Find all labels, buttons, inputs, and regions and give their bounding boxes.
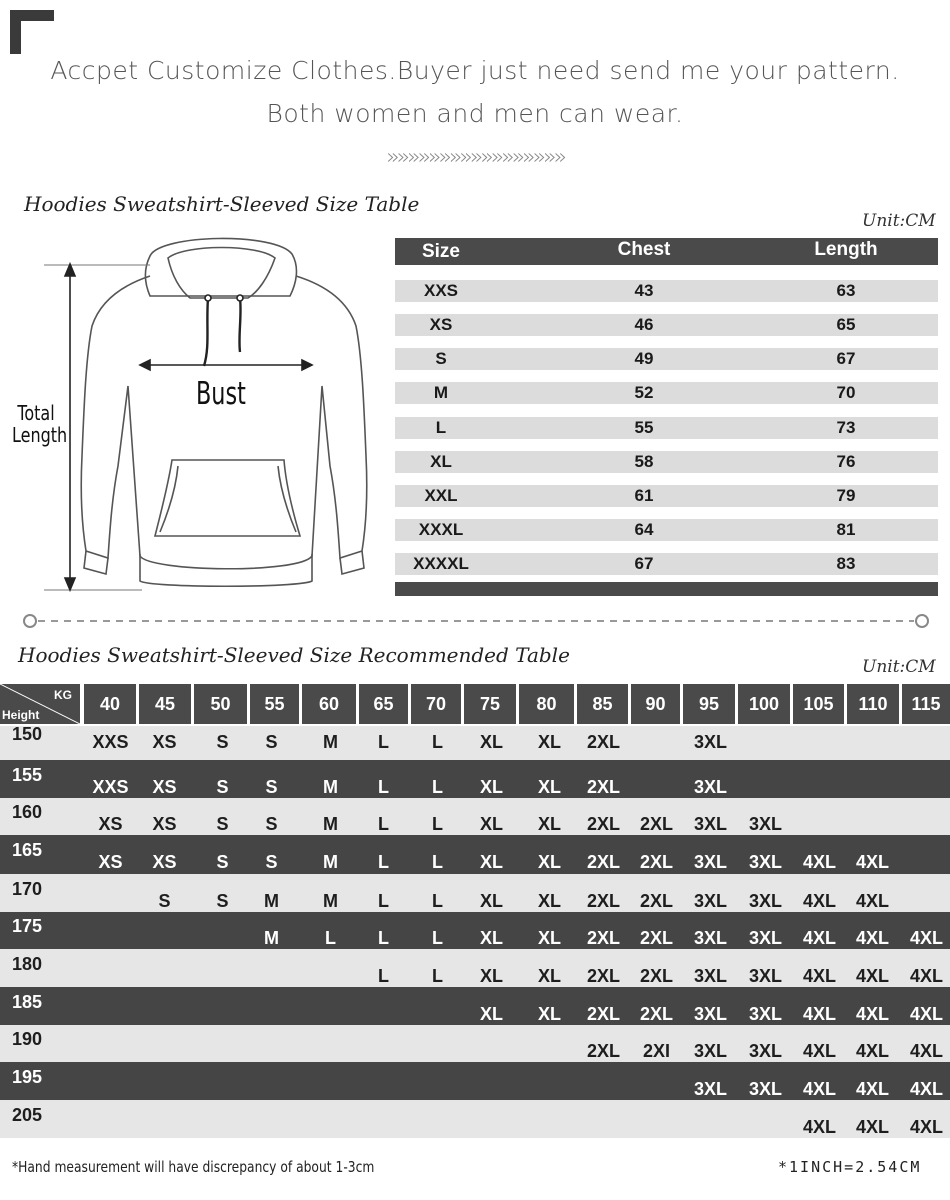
size-recommendation-cell: XL — [537, 891, 561, 911]
size-table-header — [395, 238, 938, 265]
chest-cell: 49 — [634, 349, 654, 368]
size-recommendation-cell: 4XL — [909, 1117, 943, 1137]
bust-arrow-left-head — [140, 360, 150, 370]
size-table-row — [395, 314, 938, 336]
size-recommendation-cell: 2XL — [586, 732, 620, 752]
size-recommendation-cell: XXS — [92, 732, 129, 752]
weight-header: 70 — [411, 684, 461, 724]
size-recommendation-cell: 3XL — [693, 732, 727, 752]
size-recommendation-cell: S — [265, 732, 278, 752]
recommend-row — [0, 1100, 950, 1138]
recommend-header-row — [0, 684, 950, 724]
size-recommendation-cell: 4XL — [802, 966, 836, 986]
size-table-title: Hoodies Sweatshirt-Sleeved Size Table — [24, 192, 420, 216]
size-recommendation-cell: XS — [152, 732, 177, 752]
weight-header: 115 — [902, 684, 950, 724]
size-recommendation-cell: 4XL — [802, 1041, 836, 1061]
size-recommendation-cell: L — [378, 777, 389, 797]
size-recommendation-cell: 3XL — [748, 966, 782, 986]
height-cell: 155 — [12, 765, 43, 785]
weight-header: 90 — [631, 684, 680, 724]
size-recommendation-cell: 2XL — [639, 966, 673, 986]
hood-inner — [168, 248, 275, 299]
col-chest-header: Chest — [617, 239, 671, 260]
height-cell: 190 — [12, 1029, 43, 1049]
size-cell: XXXL — [418, 520, 464, 539]
size-cell: L — [435, 418, 447, 437]
size-recommendation-cell: 2XL — [586, 966, 620, 986]
recommend-row — [0, 760, 950, 798]
corner-kg-label: KG — [54, 688, 72, 702]
height-cell: 160 — [12, 802, 43, 822]
size-recommendation-cell: XL — [479, 852, 503, 872]
recommend-row — [0, 835, 950, 874]
size-recommendation-cell: 2XL — [639, 852, 673, 872]
recommend-row — [0, 874, 950, 912]
size-recommendation-cell: 3XL — [748, 928, 782, 948]
weight-header: 100 — [738, 684, 790, 724]
size-recommendation-cell: M — [323, 814, 338, 834]
height-cell: 185 — [12, 992, 43, 1012]
size-recommendation-cell: 3XL — [748, 1004, 782, 1024]
size-recommendation-cell: 4XL — [855, 1004, 889, 1024]
total-label: Total — [17, 401, 55, 425]
weight-header: 110 — [847, 684, 899, 724]
chest-cell: 55 — [634, 418, 654, 437]
section-divider — [22, 613, 930, 629]
size-recommendation-cell: 3XL — [693, 1004, 727, 1024]
size-recommendation-cell: 4XL — [909, 1079, 943, 1099]
size-recommendation-cell: L — [378, 814, 389, 834]
size-cell: S — [435, 349, 447, 368]
size-recommendation-cell: XL — [537, 814, 561, 834]
size-recommendation-cell: 4XL — [855, 891, 889, 911]
weight-header: 75 — [464, 684, 516, 724]
length-cell: 83 — [836, 554, 856, 573]
size-recommendation-cell: S — [216, 777, 229, 797]
size-recommendation-cell: L — [432, 966, 443, 986]
chest-cell: 58 — [634, 452, 654, 471]
size-recommendation-cell: S — [216, 891, 229, 911]
size-recommendation-cell: XL — [537, 732, 561, 752]
size-recommendation-cell: 4XL — [802, 891, 836, 911]
size-recommendation-cell: 4XL — [909, 928, 943, 948]
size-recommendation-cell: L — [432, 891, 443, 911]
height-cell: 165 — [12, 840, 43, 860]
size-table-row — [395, 519, 938, 541]
length-cell: 70 — [836, 383, 856, 402]
body-outline — [81, 276, 367, 569]
weight-header: 60 — [302, 684, 356, 724]
corner-height-label: Height — [2, 708, 40, 722]
size-recommendation-cell: 3XL — [748, 852, 782, 872]
size-recommendation-cell: XS — [152, 814, 177, 834]
size-recommendation-cell: L — [432, 814, 443, 834]
size-recommendation-cell: S — [158, 891, 171, 911]
size-recommendation-cell: L — [432, 732, 443, 752]
chest-cell: 67 — [634, 554, 654, 573]
height-cell: 175 — [12, 916, 43, 936]
size-recommendation-cell: 3XL — [693, 1079, 727, 1099]
inch-conversion: *1INCH=2.54CM — [778, 1158, 922, 1176]
chest-cell: 46 — [634, 315, 654, 334]
size-recommendation-cell: XS — [98, 852, 123, 872]
size-table-row — [395, 485, 938, 507]
decorative-arrows: »»»»»»»»»»»»»»»»» — [386, 145, 564, 170]
weight-header: 45 — [139, 684, 191, 724]
size-recommendation-cell: 2XL — [586, 1004, 620, 1024]
weight-header: 65 — [359, 684, 408, 724]
size-recommendation-cell: XL — [479, 1004, 503, 1024]
size-cell: M — [433, 383, 449, 402]
size-recommendation-cell: 2XL — [586, 1041, 620, 1061]
size-recommendation-cell: M — [323, 891, 338, 911]
size-recommendation-cell: 3XL — [693, 928, 727, 948]
corner-mark-vertical — [10, 10, 21, 54]
size-recommendation-cell: 4XL — [855, 1079, 889, 1099]
size-recommendation-cell: XL — [537, 777, 561, 797]
size-recommendation-cell: S — [265, 852, 278, 872]
size-recommendation-cell: 2XL — [586, 891, 620, 911]
size-cell: XXS — [423, 281, 459, 300]
size-recommendation-cell: 4XL — [802, 1079, 836, 1099]
size-recommendation-cell: S — [216, 814, 229, 834]
size-recommendation-cell: XL — [479, 732, 503, 752]
recommend-row — [0, 1025, 950, 1062]
size-cell: XS — [429, 315, 453, 334]
chest-cell: 64 — [634, 520, 654, 539]
weight-header: 50 — [194, 684, 247, 724]
size-recommendation-cell: XS — [152, 852, 177, 872]
size-recommendation-cell: L — [432, 928, 443, 948]
weight-header: 40 — [84, 684, 136, 724]
recommend-row — [0, 912, 950, 949]
size-recommendation-cell: L — [378, 891, 389, 911]
size-recommendation-cell: 3XL — [748, 891, 782, 911]
height-cell: 170 — [12, 879, 43, 899]
height-cell: 205 — [12, 1105, 43, 1125]
drawstring-left — [204, 298, 208, 366]
length-cell: 65 — [836, 315, 856, 334]
size-recommendation-cell: XL — [537, 966, 561, 986]
size-table-row — [395, 417, 938, 439]
length-cell: 73 — [836, 418, 856, 437]
weight-header: 95 — [683, 684, 735, 724]
size-recommendation-cell: 2XL — [639, 928, 673, 948]
size-recommendation-cell: 4XL — [802, 928, 836, 948]
size-table-footer-bar — [395, 582, 938, 596]
size-recommendation-cell: 4XL — [855, 852, 889, 872]
recommend-row — [0, 1062, 950, 1100]
size-recommendation-cell: XL — [479, 966, 503, 986]
size-recommendation-cell: XXS — [92, 777, 129, 797]
chest-cell: 61 — [634, 486, 654, 505]
size-recommendation-cell: XL — [537, 1004, 561, 1024]
size-recommendation-cell: XL — [479, 891, 503, 911]
size-recommendation-cell: L — [432, 852, 443, 872]
size-recommendation-cell: 3XL — [693, 1041, 727, 1061]
size-recommendation-cell: M — [323, 852, 338, 872]
size-recommendation-cell: 4XL — [802, 1004, 836, 1024]
size-cell: XXL — [424, 486, 458, 505]
size-recommendation-cell: XL — [479, 777, 503, 797]
size-recommendation-cell: 3XL — [693, 777, 727, 797]
weight-header: 55 — [250, 684, 299, 724]
headline-customize: Accpet Customize Clothes.Buyer just need send me your pattern. — [50, 56, 900, 85]
size-cell: XXXXL — [413, 554, 469, 573]
size-recommendation-cell: 4XL — [855, 1117, 889, 1137]
size-recommendation-cell: 4XL — [855, 1041, 889, 1061]
corner-mark — [10, 10, 54, 54]
size-table-row — [395, 382, 938, 404]
total-length-label — [12, 401, 68, 447]
measurement-note: *Hand measurement will have discrepancy of about 1-3cm — [12, 1158, 375, 1176]
size-recommendation-cell: 3XL — [693, 966, 727, 986]
size-cell: XL — [430, 452, 452, 471]
size-recommendation-cell: L — [325, 928, 336, 948]
pocket-inner — [160, 466, 296, 532]
weight-header: 80 — [519, 684, 574, 724]
size-recommendation-cell: 2XL — [586, 777, 620, 797]
size-recommendation-cell: M — [264, 891, 279, 911]
size-table-row — [395, 451, 938, 473]
size-recommendation-cell: 4XL — [855, 928, 889, 948]
height-cell: 195 — [12, 1067, 43, 1087]
weight-header: 85 — [577, 684, 628, 724]
size-recommendation-cell: 4XL — [909, 1004, 943, 1024]
size-recommendation-cell: L — [378, 852, 389, 872]
size-recommendation-cell: S — [265, 814, 278, 834]
size-recommendation-cell: L — [378, 966, 389, 986]
size-recommendation-cell: M — [323, 732, 338, 752]
size-recommendation-cell: XL — [479, 928, 503, 948]
headline-unisex: Both women and men can wear. — [266, 99, 684, 128]
height-cell: 180 — [12, 954, 43, 974]
drawstring-right — [239, 298, 240, 352]
recommend-row — [0, 987, 950, 1025]
weight-header: 105 — [793, 684, 844, 724]
size-recommendation-cell: XS — [152, 777, 177, 797]
size-recommendation-cell: XL — [537, 928, 561, 948]
size-recommendation-cell: 2XL — [586, 814, 620, 834]
size-recommendation-cell: 4XL — [855, 966, 889, 986]
size-recommendation-cell: 2XL — [586, 852, 620, 872]
size-recommendation-cell: 4XL — [909, 966, 943, 986]
size-recommendation-cell: 3XL — [693, 814, 727, 834]
size-recommendation-cell: 2XL — [639, 814, 673, 834]
corner-cell — [0, 684, 80, 724]
length-cell: 76 — [836, 452, 856, 471]
length-cell: 79 — [836, 486, 856, 505]
size-table-row — [395, 553, 938, 575]
length-arrow-top-head — [65, 264, 75, 276]
size-recommendation-cell: 3XL — [748, 814, 782, 834]
chest-cell: 52 — [634, 383, 654, 402]
length-label: Length — [12, 423, 68, 447]
size-recommendation-cell: 3XL — [748, 1079, 782, 1099]
length-arrow-bottom-head — [65, 578, 75, 590]
recommend-row — [0, 726, 950, 760]
size-recommendation-cell: 3XL — [693, 891, 727, 911]
size-table-row — [395, 348, 938, 370]
eyelet-right — [237, 295, 243, 301]
bust-label: Bust — [196, 376, 246, 412]
size-recommendation-cell: L — [378, 732, 389, 752]
size-recommendation-cell: S — [265, 777, 278, 797]
size-recommendation-cell: 2XL — [639, 1004, 673, 1024]
size-recommendation-cell: XL — [537, 852, 561, 872]
size-recommendation-cell: 2XI — [642, 1041, 671, 1061]
col-size-header: Size — [421, 241, 461, 262]
chest-cell: 43 — [634, 281, 654, 300]
size-table-unit: Unit:CM — [862, 211, 936, 231]
eyelet-left — [205, 295, 211, 301]
size-table — [395, 238, 938, 573]
recommend-table-title: Hoodies Sweatshirt-Sleeved Size Recommended Table — [18, 643, 570, 667]
size-recommendation-cell: M — [323, 777, 338, 797]
size-table-row — [395, 280, 938, 302]
size-recommendation-cell: 2XL — [639, 891, 673, 911]
size-recommendation-cell: XS — [98, 814, 123, 834]
recommend-row — [0, 949, 950, 987]
size-recommendation-cell: 3XL — [748, 1041, 782, 1061]
size-recommendation-cell: 4XL — [909, 1041, 943, 1061]
length-cell: 67 — [836, 349, 856, 368]
col-length-header: Length — [814, 239, 878, 260]
height-cell: 150 — [12, 724, 43, 744]
size-recommendation-cell: 4XL — [802, 852, 836, 872]
size-recommendation-cell: L — [378, 928, 389, 948]
size-recommendation-cell: S — [216, 732, 229, 752]
size-recommendation-cell: XL — [479, 814, 503, 834]
size-recommendation-cell: M — [264, 928, 279, 948]
size-recommendation-cell: L — [432, 777, 443, 797]
size-recommendation-cell: S — [216, 852, 229, 872]
waistband — [140, 554, 312, 586]
length-cell: 81 — [836, 520, 856, 539]
recommend-table-unit: Unit:CM — [862, 657, 936, 677]
size-recommendation-cell: 4XL — [802, 1117, 836, 1137]
size-recommendation-cell: 2XL — [586, 928, 620, 948]
length-cell: 63 — [836, 281, 856, 300]
recommend-row — [0, 798, 950, 835]
size-recommendation-cell: 3XL — [693, 852, 727, 872]
bust-arrow-right-head — [302, 360, 312, 370]
